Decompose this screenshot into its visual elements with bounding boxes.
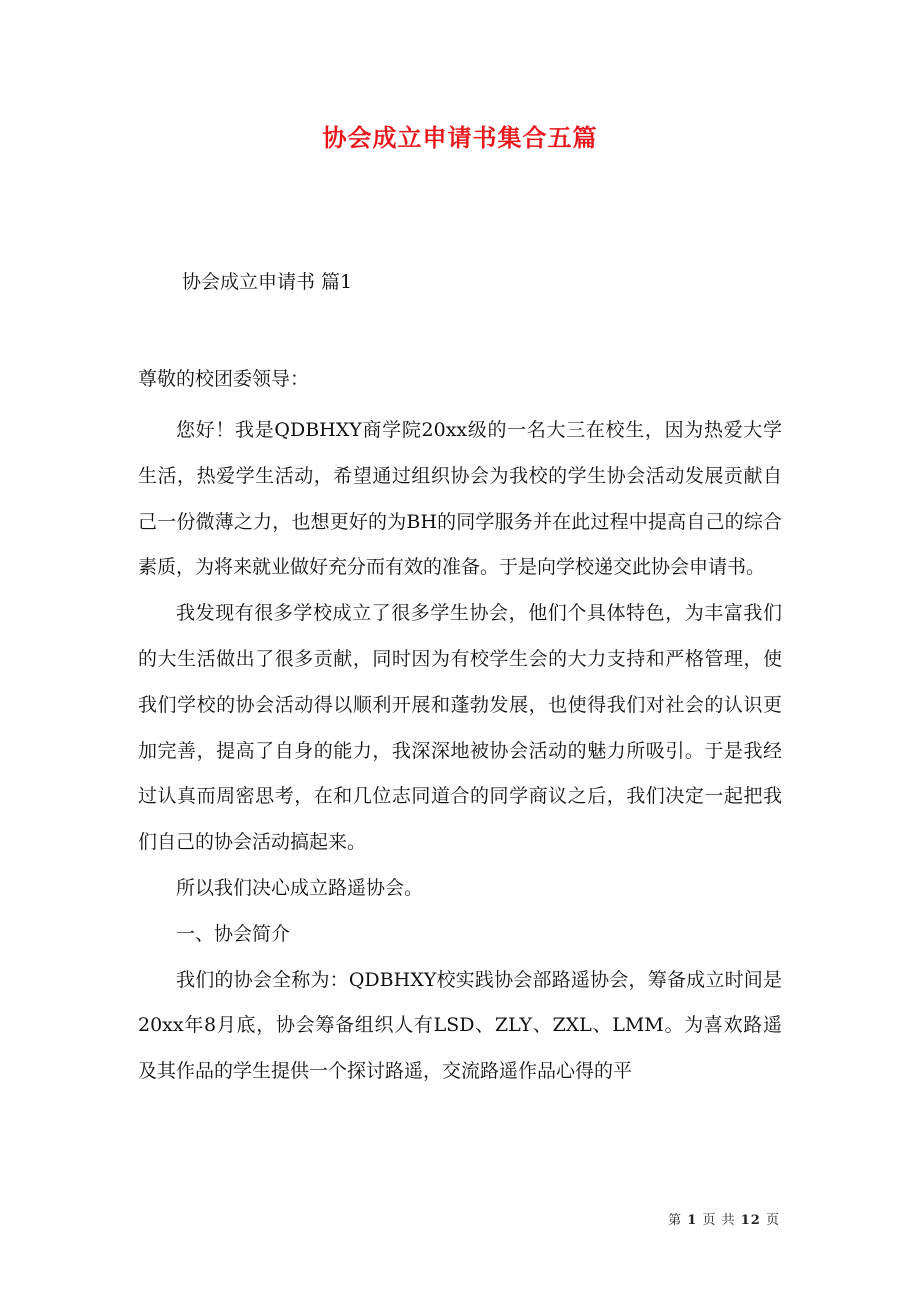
section-heading: 协会成立申请书 篇1 [182, 271, 353, 293]
total-page-number: 12 [740, 1213, 761, 1228]
current-page-number: 1 [687, 1213, 698, 1228]
paragraph-association-intro: 我们的协会全称为：QDBHXY校实践协会部路遥协会，筹备成立时间是20xx年8月底，协会筹备组织人有LSD、ZLY、ZXL、LMM。为喜欢路遥及其作品的学生提供一个探讨路遥，交流路遥作品心得的平 [138, 968, 782, 1083]
salutation: 尊敬的校团委领导： [138, 368, 310, 390]
section-heading-intro: 一、协会简介 [176, 922, 291, 945]
page-footer [668, 1209, 780, 1228]
footer-prefix: 第 [668, 1213, 683, 1228]
paragraph-decision: 所以我们决心成立路遥协会。 [176, 876, 424, 899]
paragraph-greeting: 您好！我是QDBHXY商学院20xx级的一名大三在校生，因为热爱大学生活，热爱学生活动，希望通过组织协会为我校的学生协会活动发展贡献自己一份微薄之力，也想更好的为BH的同学服务并在此过程中提高自己的综合素质，为将来就业做好充分而有效的准备。于是向学校递交此协会申请书。 [138, 419, 782, 579]
document-title: 协会成立申请书集合五篇 [322, 123, 598, 152]
footer-suffix: 页 [765, 1213, 780, 1228]
body-text [138, 408, 782, 1095]
footer-middle: 页 共 [702, 1213, 736, 1228]
paragraph-motivation: 我发现有很多学校成立了很多学生协会，他们个具体特色，为丰富我们的大生活做出了很多贡献，同时因为有校学生会的大力支持和严格管理，使我们学校的协会活动得以顺利开展和蓬勃发展，也使得我们对社会的认识更加完善，提高了自身的能力，我深深地被协会活动的魅力所吸引。于是我经过认真而周密思考，在和几位志同道合的同学商议之后，我们决定一起把我们自己的协会活动搞起来。 [138, 602, 782, 854]
